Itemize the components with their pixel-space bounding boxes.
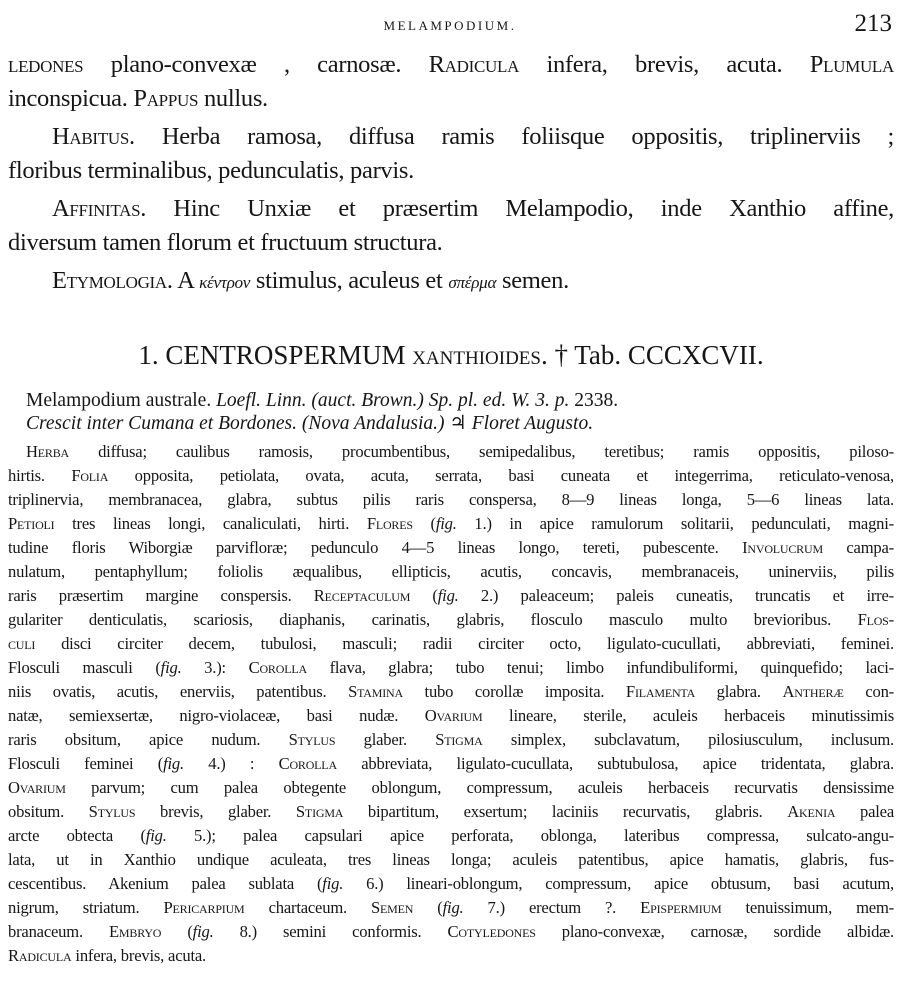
text-line <box>8 120 894 154</box>
small-caps-term: Pericarpium <box>163 898 245 917</box>
text-line <box>8 776 894 800</box>
text-segment: nigrum, striatum. <box>8 898 164 917</box>
text-segment: Flosculi feminei ( <box>8 754 164 773</box>
species-heading <box>8 336 894 374</box>
text-segment: 4.) : <box>183 754 279 773</box>
text-line <box>8 464 894 488</box>
text-segment: raris obsitum, apice nudum. <box>8 730 289 749</box>
small-caps-term: ledones <box>8 51 84 78</box>
text-segment: Hinc Unxiæ et præsertim Melampodio, inde Xanthio affine, <box>146 195 894 222</box>
italic-text: fig. <box>322 874 344 893</box>
text-segment: lineare, sterile, aculeis herbaceis minutissimis <box>482 706 894 725</box>
text-segment: disci circiter decem, tubulosi, masculi; radii circiter octo, ligulato-cucullati, abbreviati, feminei. <box>35 634 894 653</box>
small-caps-term: Habitus. <box>52 123 135 150</box>
text-line <box>26 389 894 412</box>
text-segment: diversum tamen florum et fructuum structura. <box>8 229 443 256</box>
small-caps-term: Ovarium <box>424 706 483 725</box>
text-segment: lata, ut in Xanthio undique aculeata, tres lineas longa; aculeis patentibus, apice hamatis, glabris, fus- <box>8 850 894 869</box>
text-line <box>8 632 894 656</box>
small-caps-term: Flores <box>366 514 413 533</box>
text-segment: glabra. <box>695 682 783 701</box>
text-segment: 7.) erectum ?. <box>463 898 641 917</box>
small-caps-term: Stamina <box>348 682 403 701</box>
text-segment: flava, glabra; tubo tenui; limbo infundibuliformi, quinquefido; laci- <box>306 658 894 677</box>
text-segment: chartaceum. <box>244 898 372 917</box>
small-caps-term: Stylus <box>288 730 336 749</box>
text-segment: 2338. <box>569 390 619 411</box>
small-caps-term: Filamenta <box>625 682 696 701</box>
text-segment: opposita, petiolata, ovata, acuta, serrata, basi cuneata et integerrima, reticulato-venosa, <box>108 466 894 485</box>
small-caps-term: Flos- <box>857 610 894 629</box>
text-segment: simplex, subclavatum, pilosiusculum, inclusum. <box>482 730 894 749</box>
text-segment: infera, brevis, acuta. <box>71 946 207 965</box>
text-segment: 2.) paleaceum; paleis cuneatis, truncatis et irre- <box>458 586 894 605</box>
small-caps-term: Herba <box>26 442 69 461</box>
small-caps-term: Pappus <box>133 85 199 112</box>
text-segment: brevis, glaber. <box>135 802 296 821</box>
text-line <box>8 154 894 188</box>
text-line <box>8 584 894 608</box>
text-segment: tubo corollæ imposita. <box>402 682 626 701</box>
small-caps-term: Plumula <box>809 51 894 78</box>
italic-text: Loefl. Linn. (auct. Brown.) Sp. pl. ed. W. 3. p. <box>216 390 570 411</box>
small-caps-term: Ovarium <box>8 778 66 797</box>
text-segment: ♃ <box>444 413 472 434</box>
text-segment: 5.); palea capsulari apice perforata, oblonga, lateribus compressa, sulcato-angu- <box>166 826 894 845</box>
text-segment: semen. <box>496 267 569 294</box>
text-segment: Melampodium australe. <box>26 390 217 411</box>
text-segment: nullus. <box>198 85 268 112</box>
small-caps-term: Radicula <box>428 51 520 78</box>
text-segment: con- <box>843 682 895 701</box>
small-caps-term: Stigma <box>435 730 483 749</box>
text-line <box>8 656 894 680</box>
small-caps-term: Folia <box>71 466 109 485</box>
small-caps-term: culi <box>8 634 36 653</box>
text-segment: 1.) in apice ramulorum solitarii, pedunculati, magni- <box>456 514 894 533</box>
running-title: MELAMPODIUM. <box>383 18 517 33</box>
italic-text: fig. <box>442 898 464 917</box>
text-segment: obsitum. <box>8 802 89 821</box>
text-segment: floribus terminalibus, pedunculatis, parvis. <box>8 157 414 184</box>
text-line <box>8 536 894 560</box>
small-caps-term: Antheræ <box>782 682 844 701</box>
text-segment: tudine floris Wiborgiæ parvifloræ; pedunculo 4—5 lineas longo, tereti, pubescente. <box>8 538 743 557</box>
text-line <box>8 752 894 776</box>
italic-text: fig. <box>437 586 459 605</box>
italic-text: Floret Augusto. <box>471 413 594 434</box>
small-caps-term: Embryo <box>108 922 162 941</box>
small-caps-term: Semen <box>371 898 414 917</box>
text-segment: nulatum, pentaphyllum; foliolis æqualibus, ellipticis, acutis, concavis, membranaceis, uninerviis, pilis <box>8 562 894 581</box>
text-line <box>8 48 894 82</box>
text-segment: ( <box>412 514 436 533</box>
text-segment: glaber. <box>335 730 436 749</box>
text-segment: A <box>172 267 200 294</box>
italic-text: fig. <box>160 658 182 677</box>
text-line <box>8 848 894 872</box>
text-line <box>8 608 894 632</box>
small-caps-term: Petioli <box>8 514 55 533</box>
greek-word: σπέρμα <box>448 273 497 292</box>
text-line <box>8 944 894 968</box>
text-segment: tenuissimum, mem- <box>721 898 894 917</box>
text-segment: Flosculi masculi ( <box>8 658 161 677</box>
page-number: 213 <box>854 10 892 37</box>
text-line <box>8 920 894 944</box>
text-segment: natæ, semiexsertæ, nigro-violaceæ, basi nudæ. <box>8 706 425 725</box>
italic-text: Crescit inter Cumana et Bordones. (Nova Andalusia.) <box>26 413 445 434</box>
text-segment: cescentibus. Akenium palea sublata ( <box>8 874 323 893</box>
small-caps-term: Involucrum <box>742 538 823 557</box>
small-caps-term: Stigma <box>295 802 344 821</box>
text-line <box>8 440 894 464</box>
text-segment: 1. CENTROSPERMUM <box>138 340 413 370</box>
text-segment: hirtis. <box>8 466 72 485</box>
italic-text: fig. <box>435 514 457 533</box>
greek-word: κέντρον <box>199 273 251 292</box>
text-line <box>8 680 894 704</box>
text-segment: 3.): <box>181 658 249 677</box>
text-line <box>8 560 894 584</box>
text-segment: Herba ramosa, diffusa ramis foliisque oppositis, triplinerviis ; <box>134 123 894 150</box>
page-header <box>0 10 900 40</box>
small-caps-term: Corolla <box>248 658 307 677</box>
text-line <box>26 412 894 435</box>
text-segment: infera, brevis, acuta. <box>519 51 810 78</box>
text-segment: palea <box>835 802 894 821</box>
text-segment: tres lineas longi, canaliculati, hirti. <box>54 514 367 533</box>
small-caps-term: Affinitas. <box>52 195 147 222</box>
text-segment: inconspicua. <box>8 85 134 112</box>
text-line <box>8 192 894 226</box>
text-line <box>8 800 894 824</box>
text-segment: triplinervia, membranacea, glabra, subtus pilis raris conspersa, 8—9 lineas longa, 5—6 lineas lata. <box>8 490 894 509</box>
text-line <box>8 512 894 536</box>
text-segment: diffusa; caulibus ramosis, procumbentibus, semipedalibus, teretibus; ramis oppositis, piloso- <box>69 442 894 461</box>
text-segment: stimulus, aculeus et <box>250 267 449 294</box>
text-segment: branaceum. <box>8 922 109 941</box>
small-caps-term: Stylus <box>88 802 136 821</box>
text-segment: 6.) lineari-oblongum, compressum, apice obtusum, basi acutum, <box>343 874 894 893</box>
text-segment: arcte obtecta ( <box>8 826 146 845</box>
text-segment: gulariter denticulatis, scariosis, diaphanis, carinatis, glabris, flosculo masculo multo brevioribus. <box>8 610 858 629</box>
text-segment: campa- <box>822 538 894 557</box>
synonymy <box>26 389 894 435</box>
text-line <box>8 488 894 512</box>
text-segment: ( <box>413 898 443 917</box>
text-line <box>8 728 894 752</box>
text-line <box>8 704 894 728</box>
small-caps-term: Akenia <box>787 802 836 821</box>
text-segment: abbreviata, ligulato-cucullata, subtubulosa, apice tridentata, glabra. <box>336 754 894 773</box>
small-caps-term: Cotyledones <box>447 922 536 941</box>
text-segment: plano-convexæ , carnosæ. <box>83 51 429 78</box>
text-line <box>8 872 894 896</box>
italic-text: fig. <box>163 754 184 773</box>
genus-description-end <box>8 48 894 300</box>
text-segment: raris præsertim margine conspersis. <box>8 586 314 605</box>
small-caps-term: Radicula <box>8 946 72 965</box>
text-line <box>8 264 894 300</box>
italic-text: fig. <box>145 826 167 845</box>
text-segment: ( <box>410 586 438 605</box>
text-line <box>8 82 894 116</box>
small-caps-term: Etymologia. <box>52 267 173 294</box>
italic-text: fig. <box>192 922 214 941</box>
text-line <box>8 336 894 374</box>
small-caps-term: Corolla <box>278 754 337 773</box>
small-caps-term: Receptaculum <box>313 586 411 605</box>
species-description <box>8 440 894 968</box>
text-segment: bipartitum, exsertum; laciniis recurvatis, glabris. <box>343 802 788 821</box>
text-segment: ( <box>161 922 193 941</box>
text-segment: 8.) semini conformis. <box>213 922 448 941</box>
text-segment: † Tab. CCCXCVII. <box>547 340 764 370</box>
text-line <box>8 824 894 848</box>
small-caps-term: xanthioides. <box>412 340 548 370</box>
small-caps-term: Epispermium <box>640 898 722 917</box>
text-line <box>8 896 894 920</box>
text-line <box>8 226 894 260</box>
text-segment: plano-convexæ, carnosæ, sordide albidæ. <box>535 922 895 941</box>
text-segment: niis ovatis, acutis, enerviis, patentibus. <box>8 682 349 701</box>
text-segment: parvum; cum palea obtegente oblongum, compressum, aculeis herbaceis recurvatis densissime <box>65 778 894 797</box>
